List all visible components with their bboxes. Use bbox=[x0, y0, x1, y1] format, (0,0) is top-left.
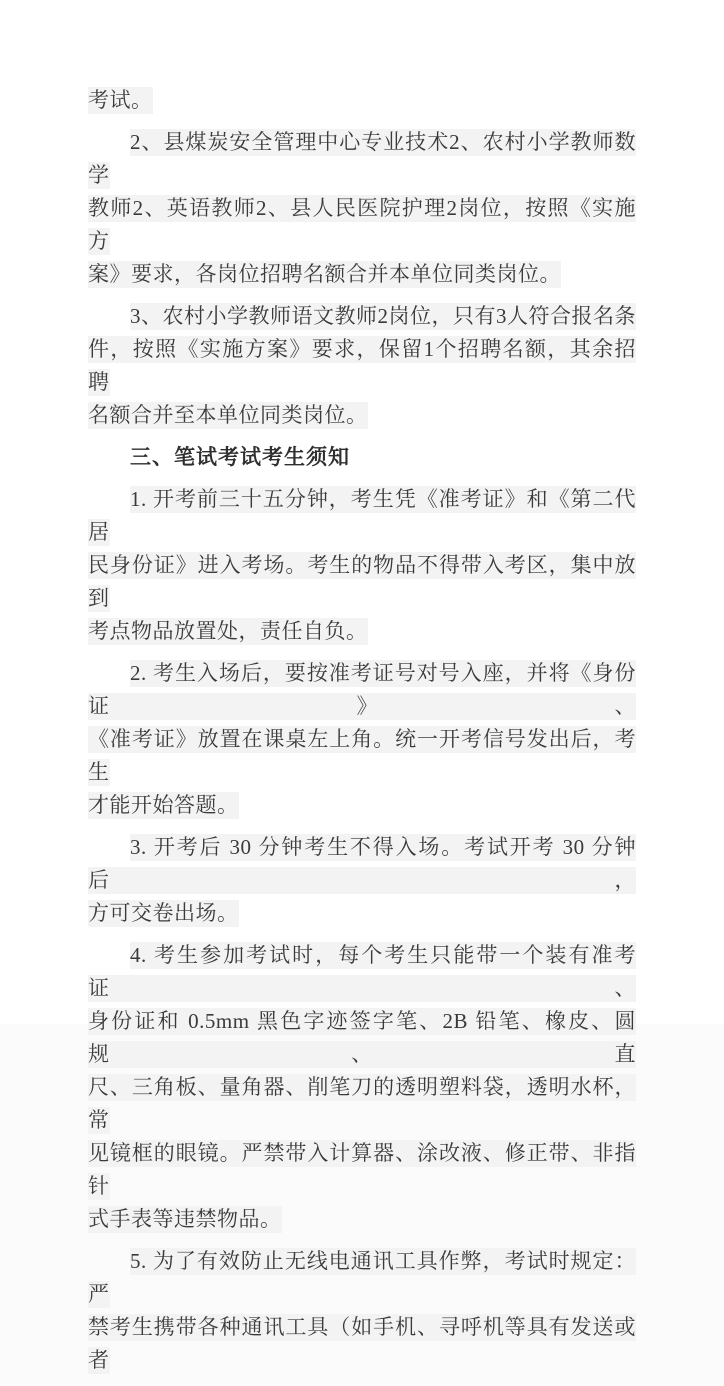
text-line bbox=[88, 1137, 636, 1203]
text-line-text: 5. 为了有效防止无线电通讯工具作弊，考试时规定：严 bbox=[88, 1249, 636, 1306]
text-line-text: 1. 开考前三十五分钟，考生凭《准考证》和《第二代居 bbox=[88, 487, 636, 544]
text-line bbox=[88, 192, 636, 258]
paragraph bbox=[88, 831, 636, 930]
paragraph bbox=[88, 483, 636, 648]
text-line-text: 尺、三角板、量角器、削笔刀的透明塑料袋，透明水杯，常 bbox=[88, 1075, 636, 1132]
text-line bbox=[88, 1071, 636, 1137]
paragraph bbox=[88, 84, 636, 117]
paragraph bbox=[88, 939, 636, 1236]
text-line bbox=[88, 300, 636, 333]
paragraph bbox=[88, 657, 636, 822]
text-line-text: 民身份证》进入考场。考生的物品不得带入考区，集中放到 bbox=[88, 553, 636, 610]
text-line bbox=[88, 831, 636, 897]
text-line-text: 3、农村小学教师语文教师2岗位，只有3人符合报名条 bbox=[130, 304, 636, 328]
paragraph bbox=[88, 441, 636, 474]
text-line bbox=[88, 1203, 636, 1236]
text-line-text: 3. 开考后 30 分钟考生不得入场。考试开考 30 分钟后， bbox=[88, 835, 636, 892]
text-line-text: 2. 考生入场后，要按准考证号对号入座，并将《身份证》、 bbox=[88, 661, 636, 718]
text-line-text: 《准考证》放置在课桌左上角。统一开考信号发出后，考生 bbox=[88, 727, 636, 784]
text-line-text: 教师2、英语教师2、县人民医院护理2岗位，按照《实施方 bbox=[88, 196, 636, 253]
text-line-text: 见镜框的眼镜。严禁带入计算器、涂改液、修正带、非指针 bbox=[88, 1141, 636, 1198]
text-line-text: 2、县煤炭安全管理中心专业技术2、农村小学教师数学 bbox=[88, 130, 636, 187]
text-line-text: 才能开始答题。 bbox=[88, 793, 239, 817]
text-line bbox=[88, 258, 636, 291]
text-line bbox=[88, 1311, 636, 1377]
section-heading bbox=[88, 441, 636, 474]
text-line bbox=[88, 399, 636, 432]
text-line bbox=[88, 333, 636, 399]
paragraph bbox=[88, 300, 636, 432]
text-line-text: 禁考生携带各种通讯工具（如手机、寻呼机等具有发送或者 bbox=[88, 1315, 636, 1372]
text-line bbox=[88, 549, 636, 615]
text-line-text: 式手表等违禁物品。 bbox=[88, 1207, 282, 1231]
text-line-text: 案》要求，各岗位招聘名额合并本单位同类岗位。 bbox=[88, 262, 561, 286]
text-line bbox=[88, 84, 636, 117]
text-line-text: 4. 考生参加考试时，每个考生只能带一个装有准考证、 bbox=[88, 943, 636, 1000]
text-line bbox=[88, 126, 636, 192]
text-line-text: 考试。 bbox=[88, 88, 153, 112]
text-line-text: 件，按照《实施方案》要求，保留1个招聘名额，其余招聘 bbox=[88, 337, 636, 394]
text-line bbox=[88, 1005, 636, 1071]
text-line bbox=[88, 483, 636, 549]
paragraph bbox=[88, 1245, 636, 1377]
text-line bbox=[88, 1245, 636, 1311]
document-body bbox=[88, 84, 636, 1386]
text-line bbox=[88, 897, 636, 930]
text-line bbox=[88, 615, 636, 648]
text-line-text: 名额合并至本单位同类岗位。 bbox=[88, 403, 368, 427]
text-line bbox=[88, 657, 636, 723]
text-line bbox=[88, 723, 636, 789]
text-line-text: 身份证和 0.5mm 黑色字迹签字笔、2B 铅笔、橡皮、圆规、直 bbox=[88, 1009, 636, 1066]
paragraph bbox=[88, 126, 636, 291]
text-line bbox=[88, 789, 636, 822]
text-line bbox=[88, 939, 636, 1005]
text-line-text: 方可交卷出场。 bbox=[88, 901, 239, 925]
text-line-text: 考点物品放置处，责任自负。 bbox=[88, 619, 368, 643]
section-heading-text: 三、笔试考试考生须知 bbox=[130, 446, 350, 469]
